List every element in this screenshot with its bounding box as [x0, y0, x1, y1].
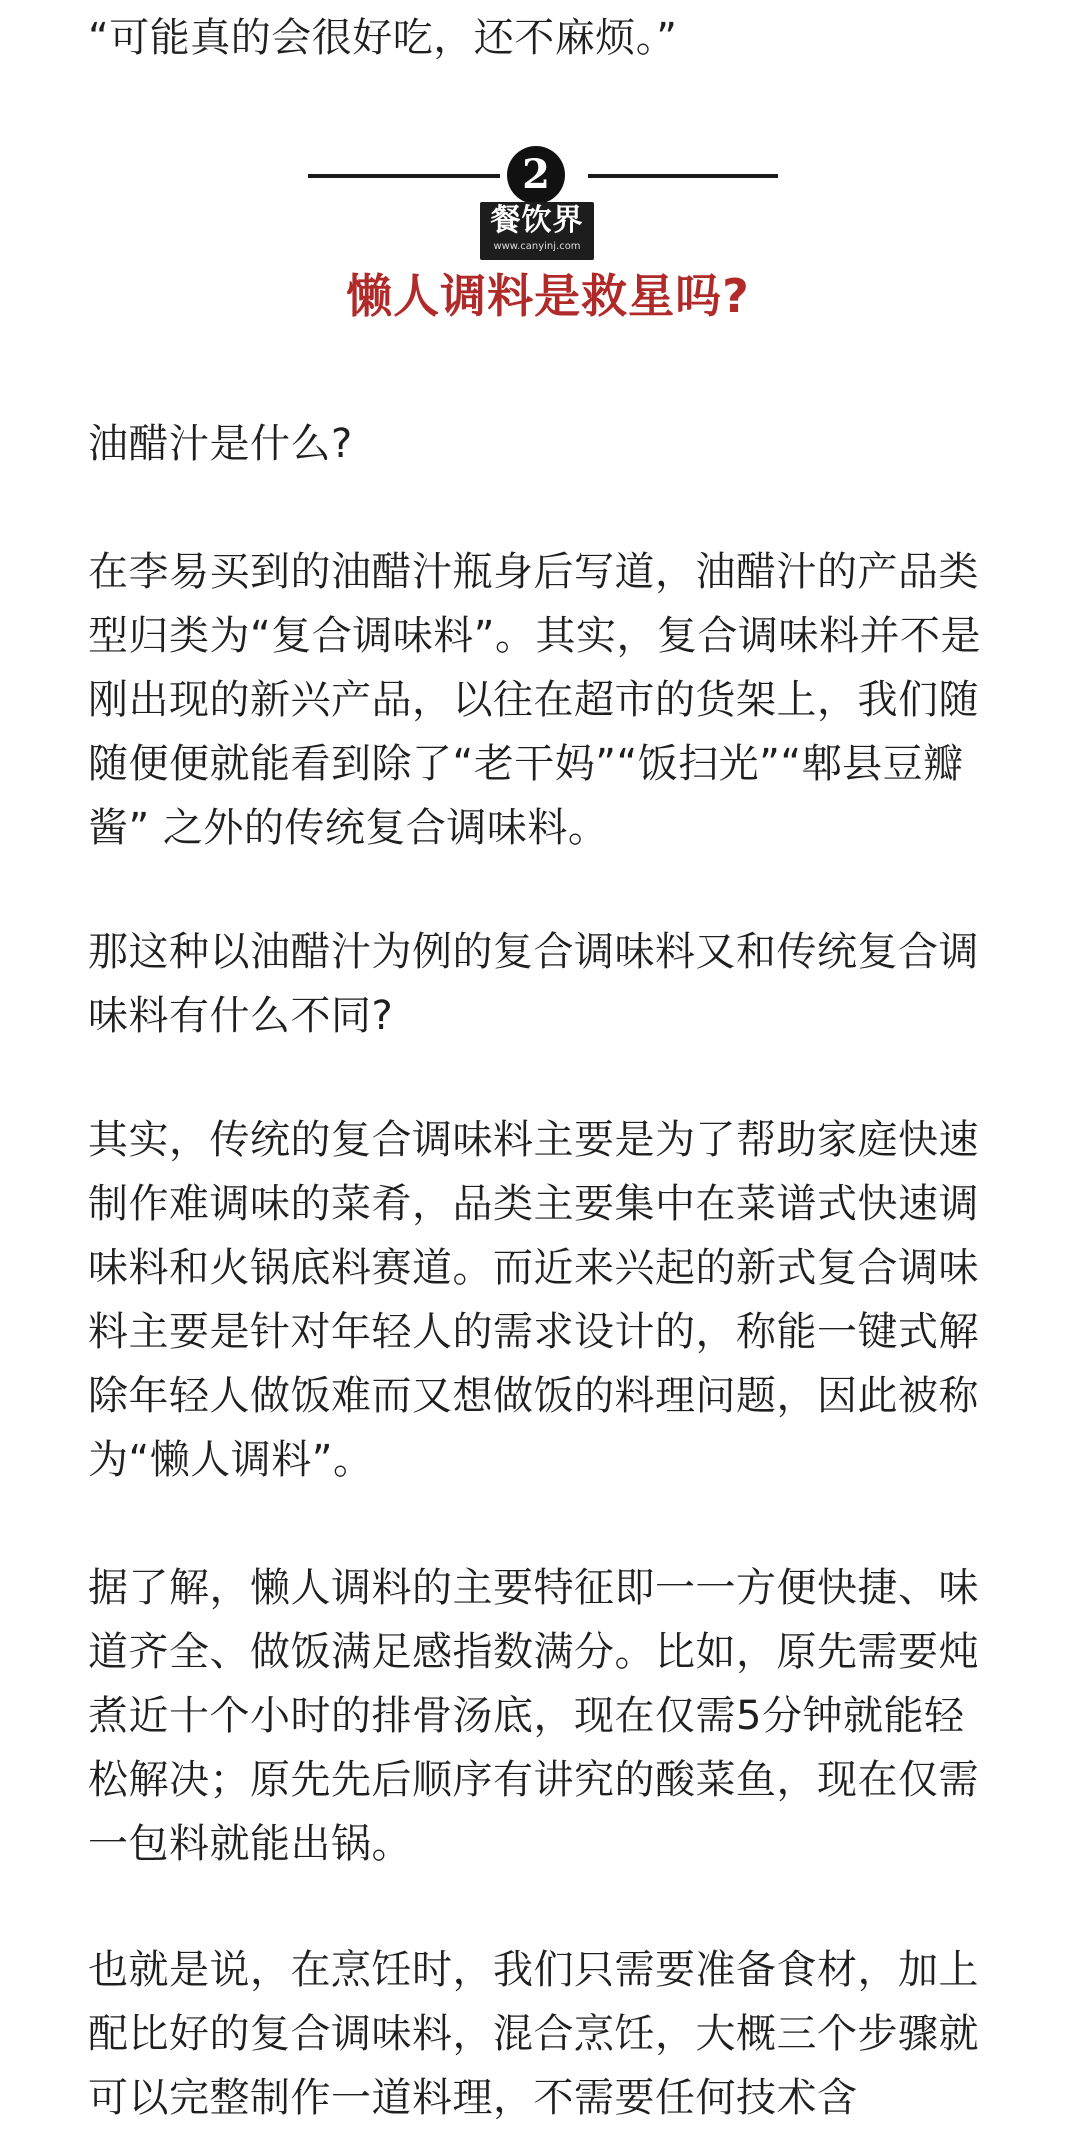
paragraph-traditional-vs-new: 其实，传统的复合调味料主要是为了帮助家庭快速制作难调味的菜肴，品类主要集中在菜谱式快速调味料和火锅底料赛道。而近来兴起的新式复合调味料主要是针对年轻人的需求设计的，称能一键式解除年轻人做饭难而又想做饭的料理问题，因此被称为“懒人调料”。	[88, 1117, 979, 1483]
paragraph-difference-question: 那这种以油醋汁为例的复合调味料又和传统复合调味料有什么不同?	[88, 929, 979, 1039]
divider-right	[588, 174, 778, 178]
paragraph-question: 油醋汁是什么?	[88, 421, 353, 467]
section-number-badge: 2	[507, 146, 565, 204]
brand-logo-url: www.canyinj.com	[493, 241, 581, 252]
divider-left	[308, 174, 500, 178]
section-title: 懒人调料是救星吗?	[346, 269, 750, 323]
intro-quote: “可能真的会很好吃，还不麻烦。”	[88, 15, 678, 61]
section-header	[300, 140, 990, 380]
paragraph-features: 据了解，懒人调料的主要特征即一一方便快捷、味道齐全、做饭满足感指数满分。比如，原先需要炖煮近十个小时的排骨汤底，现在仅需5分钟就能轻松解决；原先先后顺序有讲究的酸菜鱼，现在仅需一包料就能出锅。	[88, 1565, 979, 1867]
paragraph-cooking-steps: 也就是说，在烹饪时，我们只需要准备食材，加上配比好的复合调味料，混合烹饪，大概三个步骤就可以完整制作一道料理，不需要任何技术含	[88, 1947, 979, 2121]
brand-logo	[480, 202, 594, 260]
paragraph-label-description: 在李易买到的油醋汁瓶身后写道，油醋汁的产品类型归类为“复合调味料”。其实，复合调味料并不是刚出现的新兴产品，以往在超市的货架上，我们随随便便就能看到除了“老干妈”“饭扫光”“郫县豆瓣酱” 之外的传统复合调味料。	[88, 549, 981, 851]
brand-logo-name: 餐饮界	[490, 203, 584, 238]
